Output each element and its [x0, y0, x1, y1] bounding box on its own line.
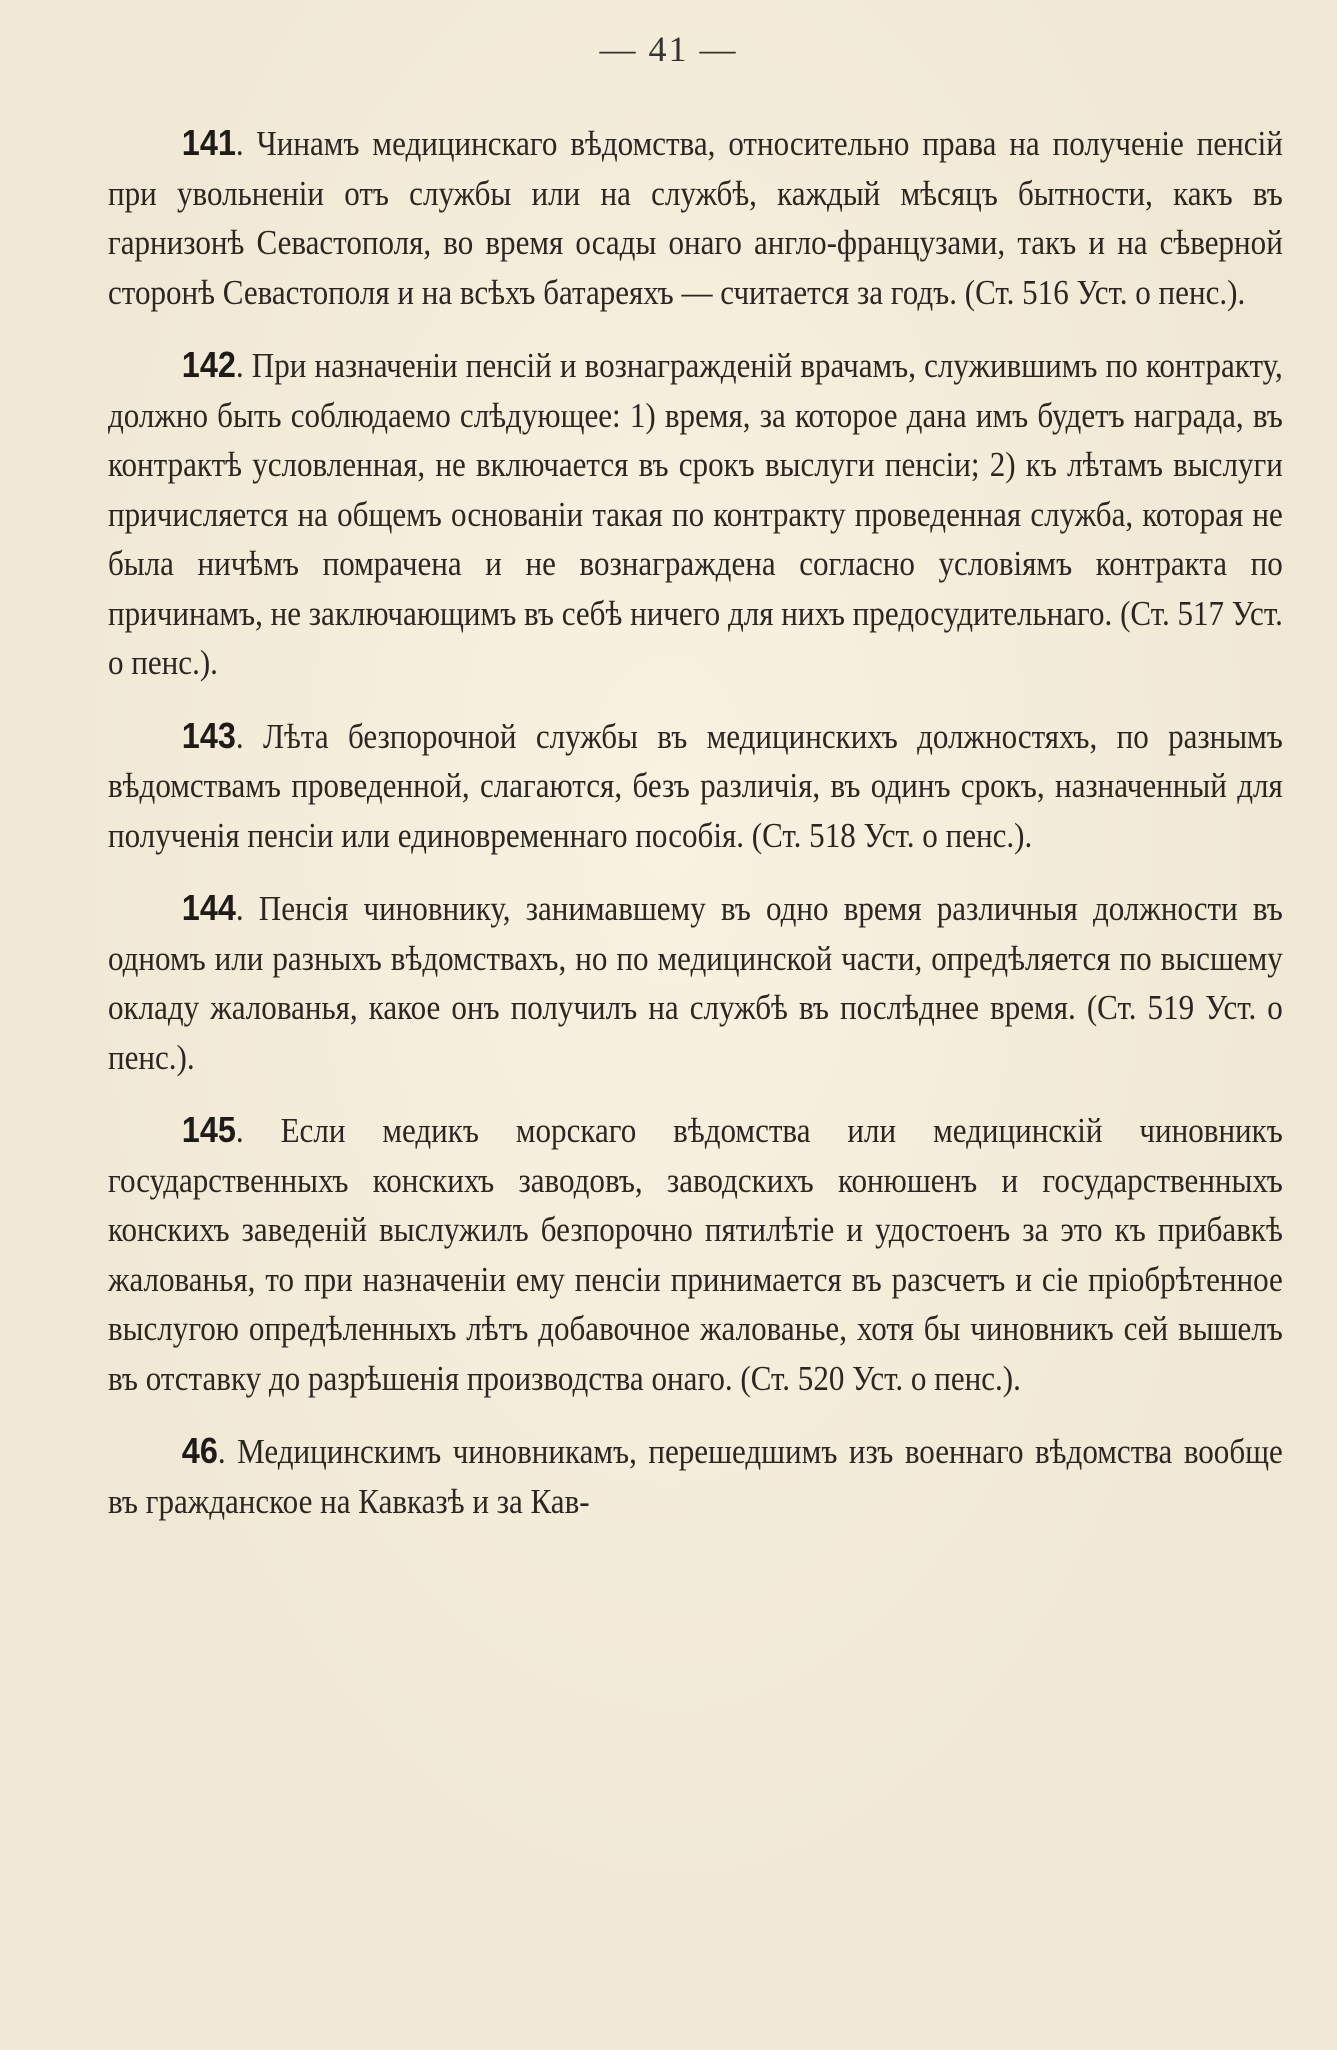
- article-146: [108, 1426, 1284, 1527]
- article-text: . Медицинскимъ чиновникамъ, перешедшимъ изъ военнаго вѣдомства вообще въ гражданское на Кавказѣ и за Кав-: [108, 1433, 1283, 1521]
- article-paragraph: [108, 1105, 1283, 1404]
- article-number: 145: [181, 1109, 236, 1150]
- article-paragraph: [108, 118, 1283, 318]
- article-number: 142: [181, 344, 236, 385]
- article-text: . Чинамъ медицинскаго вѣдомства, относительно права на полученіе пенсій при увольненіи отъ службы или на службѣ, каждый мѣсяцъ бытности, какъ въ гарнизонѣ Севастополя, во время осады онаго англо-французами, такъ и на сѣверной сторонѣ Севастополя и на всѣхъ батареяхъ — считается за годъ. (Ст. 516 Уст. о пенс.).: [108, 125, 1283, 312]
- page-number: — 41 —: [599, 29, 738, 69]
- article-text: . Пенсія чиновнику, занимавшему въ одно время различныя должности въ одномъ или разныхъ вѣдомствахъ, но по медицинской части, опредѣляется по высшему окладу жалованья, какое онъ получилъ на службѣ въ послѣднее время. (Ст. 519 Уст. о пенс.).: [108, 890, 1283, 1077]
- article-paragraph: [108, 711, 1283, 862]
- article-paragraph: [108, 883, 1283, 1083]
- article-number: 143: [181, 714, 236, 756]
- article-143: [108, 711, 1284, 862]
- article-145: [108, 1105, 1284, 1404]
- article-142: [108, 340, 1284, 689]
- text-column: [108, 118, 1284, 1549]
- article-text: . Лѣта безпорочной службы въ медицинскихъ должностяхъ, по разнымъ вѣдомствамъ проведенной, слагаются, безъ различія, въ одинъ срокъ, назначенный для полученія пенсіи или единовременнаго пособія. (Ст. 518 Уст. о пенс.).: [108, 717, 1283, 855]
- article-paragraph: [108, 340, 1283, 689]
- article-number: 46: [181, 1430, 218, 1471]
- article-144: [108, 883, 1284, 1083]
- article-141: [108, 118, 1284, 318]
- article-number: 141: [181, 122, 236, 163]
- article-text: . При назначеніи пенсій и вознагражденій врачамъ, служившимъ по контракту, должно быть соблюдаемо слѣдующее: 1) время, за которое дана имъ будетъ награда, въ контрактѣ условленная, не включается въ срокъ выслуги пенсіи; 2) къ лѣтамъ выслуги причисляется на общемъ основаніи такая по контракту проведенная служба, которая не была ничѣмъ помрачена и не вознаграждена согласно условіямъ контракта по причинамъ, не заключающимъ въ себѣ ничего для нихъ предосудительнаго. (Ст. 517 Уст. о пенс.).: [108, 347, 1283, 682]
- article-text: . Если медикъ морскаго вѣдомства или медицинскій чиновникъ государственныхъ конскихъ заводовъ, заводскихъ конюшенъ и государственныхъ конскихъ заведеній выслужилъ безпорочно пятилѣтіе и удостоенъ за это къ прибавкѣ жалованья, то при назначеніи ему пенсіи принимается въ разсчетъ и сіе пріобрѣтенное выслугою опредѣленныхъ лѣтъ добавочное жалованье, хотя бы чиновникъ сей вышелъ въ отставку до разрѣшенія производства онаго. (Ст. 520 Уст. о пенс.).: [108, 1112, 1283, 1398]
- article-paragraph: [108, 1426, 1283, 1527]
- article-number: 144: [181, 887, 236, 928]
